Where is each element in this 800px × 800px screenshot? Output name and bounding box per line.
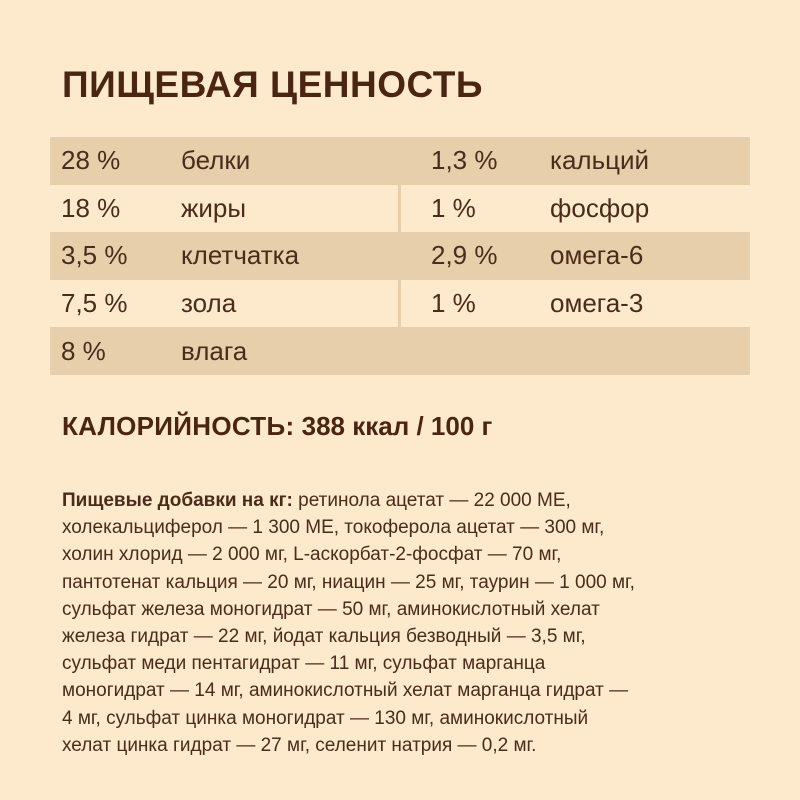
additives-line: моногидрат — 14 мг, аминокислотный хелат марганца гидрат — [62,680,629,702]
nutrient-name: омега-6 [550,240,644,271]
additives-line: пантотенат кальция — 20 мг, ниацин — 25 мг, таурин — 1 000 мг, [62,571,635,593]
nutrient-percent: 1 % [431,192,476,223]
nutrient-name: зола [181,288,237,319]
additives-line [62,487,752,514]
additives-line: железа гидрат — 22 мг, йодат кальция безводный — 3,5 мг, [62,626,586,648]
nutrient-percent: 2,9 % [431,240,498,271]
column-divider [398,184,401,327]
additives-line: 4 мг, сульфат цинка моногидрат — 130 мг, аминокислотный [62,707,589,729]
nutrient-name: влага [181,335,248,366]
calories-label: КАЛОРИЙНОСТЬ: [62,411,295,441]
additives-label: Пищевые добавки на кг: [62,490,293,511]
nutrient-name: жиры [181,192,247,223]
additives-text: ретинола ацетат — 22 000 МЕ, [298,490,571,511]
nutrient-name: фосфор [550,192,650,223]
nutrient-percent: 3,5 % [61,240,128,271]
additives-line: холин хлорид — 2 000 мг, L-аскорбат-2-фосфат — 70 мг, [62,544,562,566]
nutrient-row [50,327,750,375]
nutrient-name: клетчатка [181,240,300,271]
additives-paragraph [62,487,752,759]
additives-line: сульфат меди пентагидрат — 11 мг, сульфат марганца [62,653,546,675]
additives-line: холекальциферол — 1 300 МЕ, токоферола ацетат — 300 мг, [62,517,605,539]
additives-line: хелат цинка гидрат — 27 мг, селенит натрия — 0,2 мг. [62,734,537,756]
nutrition-table [50,137,750,375]
nutrient-percent: 8 % [61,335,106,366]
nutrient-name: омега-3 [550,288,644,319]
nutrient-row [50,137,750,185]
page-title: ПИЩЕВАЯ ЦЕННОСТЬ [62,64,483,105]
calories-line [62,408,492,444]
nutrient-percent: 1,3 % [431,145,498,176]
additives-line: сульфат железа моногидрат — 50 мг, аминокислотный хелат [62,598,600,620]
nutrient-name: кальций [550,145,650,176]
nutrient-percent: 18 % [61,192,121,223]
nutrient-name: белки [181,145,251,176]
nutrient-percent: 28 % [61,145,121,176]
nutrient-percent: 7,5 % [61,288,128,319]
nutrient-percent: 1 % [431,288,476,319]
calories-value: 388 ккал / 100 г [301,411,493,441]
